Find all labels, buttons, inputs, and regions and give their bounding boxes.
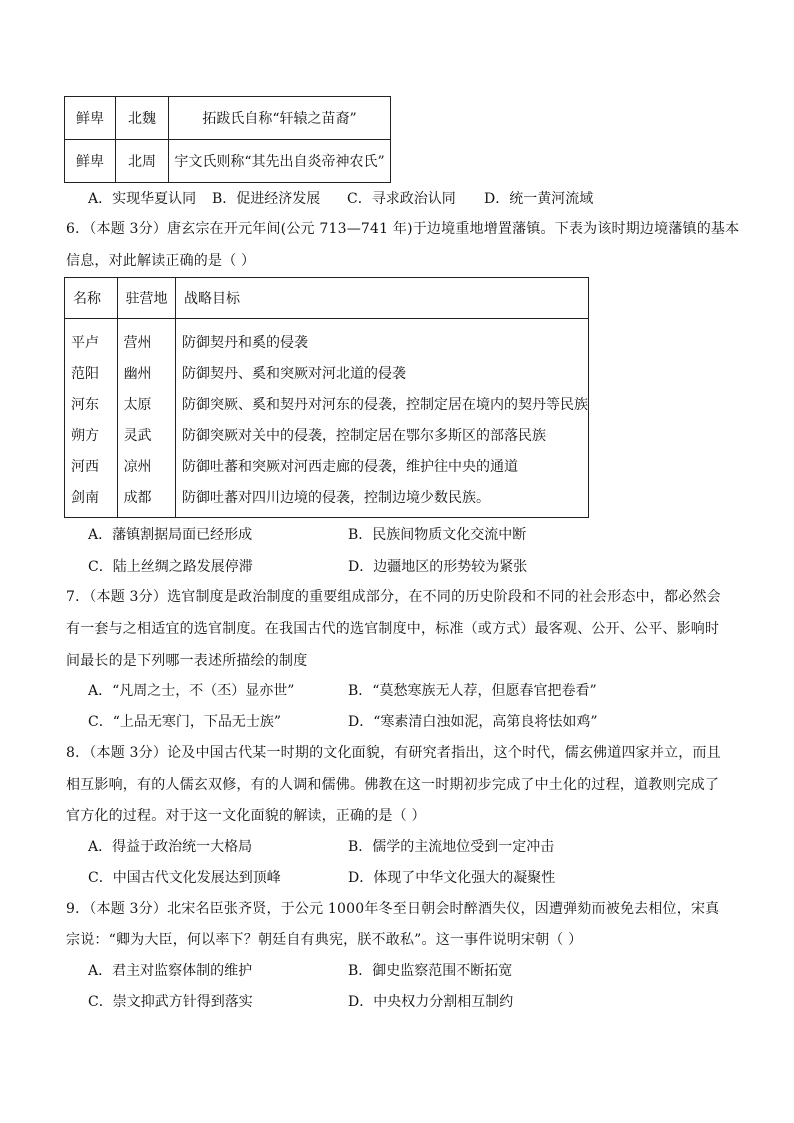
q8-stem-line: 官方化的过程。对于这一文化面貌的解读，正确的是（ ） [66, 808, 426, 824]
q9-option-d: D．中央权力分割相互制约 [348, 994, 514, 1010]
q5-option-a: A．实现华夏认同 [88, 191, 197, 207]
q9-option-b: B．御史监察范围不断拓宽 [348, 963, 513, 979]
table-row [65, 97, 391, 140]
table-cell: 防御吐蕃对四川边境的侵袭，控制边境少数民族。 [182, 490, 490, 506]
q8-stem-line: 8．（本题 3分）论及中国古代某一时期的文化面貌，有研究者指出，这个时代，儒玄佛道四家并立，而且 [66, 745, 721, 761]
table-cell: 河西 [71, 459, 99, 475]
table-cell: 灵武 [123, 428, 152, 444]
ethnic-origin-table [64, 96, 391, 183]
table-cell: 剑南 [71, 490, 99, 506]
table-cell: 拓跋氏自称“轩辕之苗裔” [169, 97, 391, 140]
table-cell: 平卢 [71, 335, 99, 351]
table-cell: 北魏 [116, 97, 169, 140]
table-cell: 鲜卑 [65, 97, 116, 140]
table-cell: 北周 [116, 140, 169, 183]
table-cell: 范阳 [71, 366, 99, 382]
q5-option-c: C．寻求政治认同 [347, 191, 456, 207]
name-column [65, 319, 118, 518]
table-cell: 营州 [123, 335, 152, 351]
header-cell-name: 名称 [65, 278, 118, 319]
table-header-row [65, 278, 589, 319]
q5-option-d: D．统一黄河流域 [484, 191, 594, 207]
base-column [117, 319, 175, 518]
header-cell-base: 驻营地 [117, 278, 175, 319]
table-body-row [65, 319, 589, 518]
q7-option-a: A．“凡周之士，不（丕）显亦世” [88, 683, 295, 699]
q7-stem-line: 间最长的是下列哪一表述所描绘的制度 [66, 653, 308, 669]
table-cell: 鲜卑 [65, 140, 116, 183]
q9-stem-line: 9．（本题 3分）北宋名臣张齐贤，于公元 1000年冬至日朝会时醉酒失仪，因遭弹劾而被免去相位，宋真 [66, 901, 720, 917]
table-cell: 太原 [123, 397, 152, 413]
q6-stem-line: 信息，对此解读正确的是（ ） [66, 253, 256, 269]
q7-option-b: B．“莫愁寒族无人荐，但愿春官把卷看” [348, 683, 597, 699]
q8-option-c: C．中国古代文化发展达到顶峰 [88, 870, 281, 886]
q6-option-a: A．藩镇割据局面已经形成 [88, 527, 253, 543]
table-cell: 河东 [71, 397, 99, 413]
table-cell: 防御突厥、奚和契丹对河东的侵袭，控制定居在境内的契丹等民族 [182, 397, 588, 413]
table-row [65, 140, 391, 183]
q6-stem-line: 6．（本题 3分）唐玄宗在开元年间(公元 713—741 年)于边境重地增置藩镇。下表为该时期边境藩镇的基本 [66, 221, 740, 237]
q7-stem-line: 有一套与之相适宜的选官制度。在我国古代的选官制度中，标准（或方式）最客观、公开、公平、影响时 [66, 621, 720, 637]
q5-option-b: B．促进经济发展 [212, 191, 321, 207]
q7-stem-line: 7．（本题 3分）选官制度是政治制度的重要组成部分，在不同的历史阶段和不同的社会形态中，都必然会 [66, 589, 721, 605]
q6-option-b: B．民族间物质文化交流中断 [348, 527, 527, 543]
table-cell: 防御吐蕃和突厥对河西走廊的侵袭，维护往中央的通道 [182, 459, 518, 475]
q8-option-d: D．体现了中华文化强大的凝聚性 [348, 870, 556, 886]
header-cell-goal: 战略目标 [176, 278, 589, 319]
garrison-table [64, 277, 589, 518]
goal-column [176, 319, 589, 518]
q6-option-c: C．陆上丝绸之路发展停滞 [88, 559, 253, 575]
table-cell: 宇文氏则称“其先出自炎帝神农氏” [169, 140, 391, 183]
q6-option-d: D．边疆地区的形势较为紧张 [348, 559, 528, 575]
table-cell: 成都 [123, 490, 152, 506]
q8-option-b: B．儒学的主流地位受到一定冲击 [348, 839, 555, 855]
table-cell: 凉州 [123, 459, 152, 475]
q8-option-a: A．得益于政治统一大格局 [88, 839, 253, 855]
q9-stem-line: 宗说：“卿为大臣，何以率下？朝廷自有典宪，朕不敢私”。这一事件说明宋朝（ ） [66, 932, 583, 948]
table-cell: 防御突厥对关中的侵袭，控制定居在鄂尔多斯区的部落民族 [182, 428, 546, 444]
q8-stem-line: 相互影响，有的人儒玄双修，有的人调和儒佛。佛教在这一时期初步完成了中土化的过程，道教则完成了 [66, 777, 720, 793]
q9-option-c: C．崇文抑武方针得到落实 [88, 994, 253, 1010]
q7-option-d: D．“寒素清白浊如泥，高第良将怯如鸡” [348, 714, 598, 730]
table-cell: 防御契丹和奚的侵袭 [182, 335, 308, 351]
q9-option-a: A．君主对监察体制的维护 [88, 963, 253, 979]
table-cell: 幽州 [123, 366, 152, 382]
table-cell: 朔方 [71, 428, 99, 444]
q7-option-c: C．“上品无寒门，下品无士族” [88, 714, 282, 730]
table-cell: 防御契丹、奚和突厥对河北道的侵袭 [182, 366, 406, 382]
